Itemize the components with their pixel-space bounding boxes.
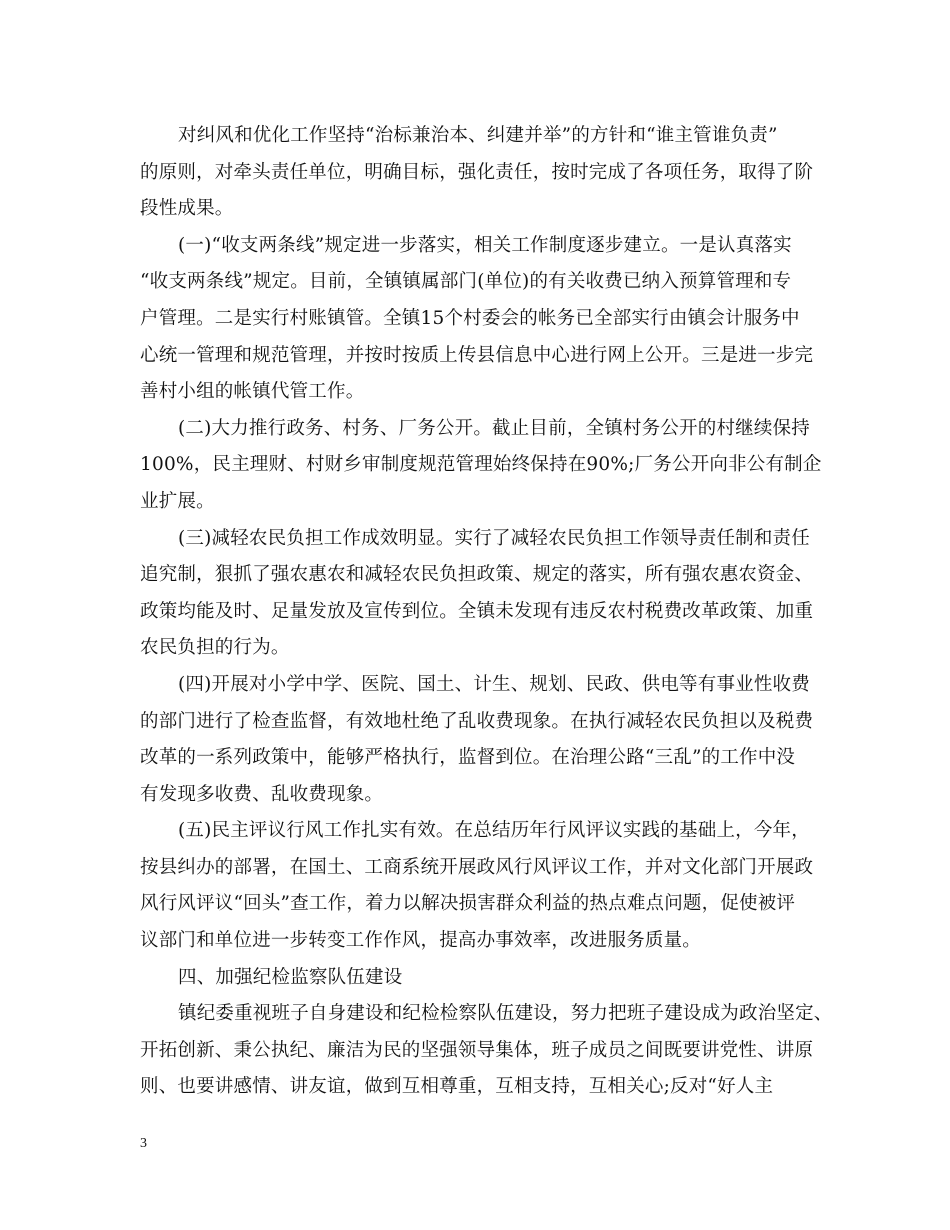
paragraph-line: 的原则，对牵头责任单位，明确目标，强化责任，按时完成了各项任务，取得了阶 xyxy=(140,161,814,183)
paragraph-line: 改革的一系列政策中，能够严格执行，监督到位。在治理公路“三乱”的工作中没 xyxy=(140,747,796,769)
paragraph-line: 有发现多收费、乱收费现象。 xyxy=(140,783,384,805)
paragraph-line: 政策均能及时、足量发放及宣传到位。全镇未发现有违反农村税费改革政策、加重 xyxy=(140,600,814,622)
paragraph-line: 农民负担的行为。 xyxy=(140,637,290,659)
paragraph-first-line: (五)民主评议行风工作扎实有效。在总结历年行风评议实践的基础上，今年， xyxy=(178,820,810,842)
paragraph-line: 风行风评议“回头”查工作，着力以解决损害群众利益的热点难点问题，促使被评 xyxy=(140,893,796,915)
page-number: 3 xyxy=(140,1136,147,1151)
paragraph-first-line: 对纠风和优化工作坚持“治标兼治本、纠建并举”的方针和“谁主管谁负责” xyxy=(178,125,778,146)
paragraph-first-line: 四、加强纪检监察队伍建设 xyxy=(178,966,403,988)
paragraph-first-line: (二)大力推行政务、村务、厂务公开。截止目前，全镇村务公开的村继续保持 xyxy=(178,417,810,439)
paragraph-first-line: (三)减轻农民负担工作成效明显。实行了减轻农民负担工作领导责任制和责任 xyxy=(178,527,810,549)
paragraph-line: 心统一管理和规范管理，并按时按质上传县信息中心进行网上公开。三是进一步完 xyxy=(140,344,814,366)
paragraph-line: 议部门和单位进一步转变工作作风，提高办事效率，改进服务质量。 xyxy=(140,930,702,952)
paragraph-first-line: (四)开展对小学中学、医院、国土、计生、规划、民政、供电等有事业性收费 xyxy=(178,673,810,695)
paragraph-first-line: (一)“收支两条线”规定进一步落实，相关工作制度逐步建立。一是认真落实 xyxy=(178,234,792,256)
paragraph-line: 户管理。二是实行村账镇管。全镇15个村委会的帐务已全部实行由镇会计服务中 xyxy=(140,307,800,329)
paragraph-line: “收支两条线”规定。目前，全镇镇属部门(单位)的有关收费已纳入预算管理和专 xyxy=(140,271,792,293)
paragraph-line: 100%，民主理财、村财乡审制度规范管理始终保持在90%;厂务公开向非公有制企 xyxy=(140,454,822,476)
paragraph-line: 开拓创新、秉公执纪、廉洁为民的坚强领导集体，班子成员之间既要讲党性、讲原 xyxy=(140,1039,814,1061)
paragraph-line: 业扩展。 xyxy=(140,490,215,512)
paragraph-line: 追究制，狠抓了强农惠农和减轻农民负担政策、规定的落实，所有强农惠农资金、 xyxy=(140,564,814,586)
paragraph-first-line: 镇纪委重视班子自身建设和纪检检察队伍建设，努力把班子建设成为政治坚定、 xyxy=(178,1003,833,1025)
paragraph-line: 的部门进行了检查监督，有效地杜绝了乱收费现象。在执行减轻农民负担以及税费 xyxy=(140,710,814,732)
paragraph-line: 按县纠办的部署，在国土、工商系统开展政风行风评议工作，并对文化部门开展政 xyxy=(140,856,814,878)
paragraph-line: 善村小组的帐镇代管工作。 xyxy=(140,381,365,403)
paragraph-line: 段性成果。 xyxy=(140,198,234,220)
paragraph-line: 则、也要讲感情、讲友谊，做到互相尊重，互相支持，互相关心;反对“好人主 xyxy=(140,1076,774,1098)
document-body xyxy=(140,118,840,1106)
